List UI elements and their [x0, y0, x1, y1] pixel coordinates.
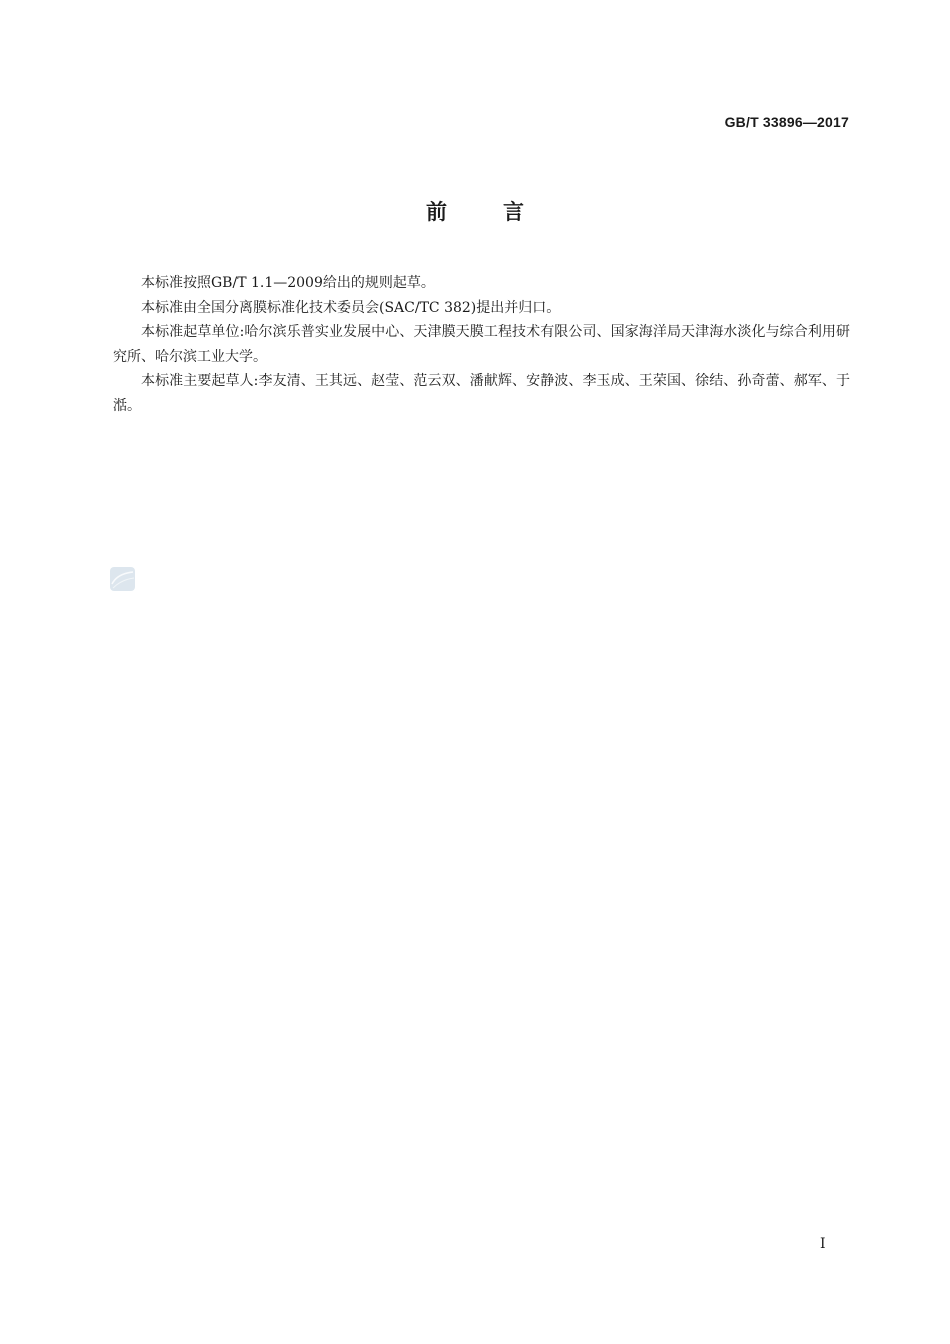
paragraph-drafters: 本标准主要起草人:李友清、王其远、赵莹、范云双、潘献辉、安静波、李玉成、王荣国、徐结、孙奇蕾、郝军、于湉。: [113, 373, 850, 414]
standard-code: GB/T 33896—2017: [724, 114, 849, 130]
page-title: 前言: [426, 200, 580, 224]
paragraph-proposer: 本标准由全国分离膜标准化技术委员会(SAC/TC 382)提出并归口。: [141, 299, 561, 316]
foreword-body: [113, 271, 850, 418]
sac-logo-graphic: [110, 567, 135, 591]
paragraph-drafting-rules: 本标准按照GB/T 1.1—2009给出的规则起草。: [141, 275, 435, 291]
sac-logo-icon: [110, 567, 135, 591]
page-number: I: [820, 1236, 826, 1252]
paragraph-drafting-units: 本标准起草单位:哈尔滨乐普实业发展中心、天津膜天膜工程技术有限公司、国家海洋局天津海水淡化与综合利用研究所、哈尔滨工业大学。: [113, 324, 850, 365]
